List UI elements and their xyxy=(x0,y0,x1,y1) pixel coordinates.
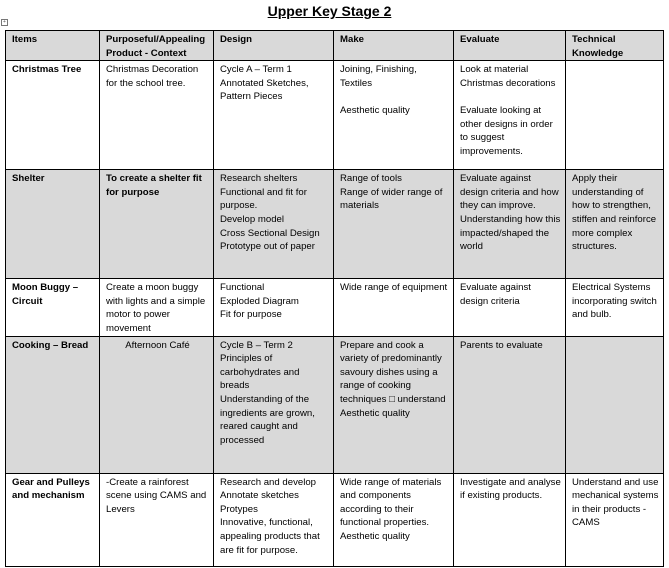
header-context: Purposeful/Appealing Product - Context xyxy=(100,31,214,61)
table-row xyxy=(6,61,664,170)
cell-text: Afternoon Café xyxy=(125,339,190,351)
cell-text: Cycle A – Term 1 xyxy=(220,64,292,76)
cell-text: Exploded Diagram xyxy=(220,295,299,307)
make-cell xyxy=(334,61,454,170)
cell-text: Parents to evaluate xyxy=(460,339,543,351)
cell-text: Annotate sketches xyxy=(220,490,299,502)
cell-text: Functional and fit for purpose. xyxy=(220,186,307,212)
cell-text: Understanding of the ingredients are grown, reared caught and processed xyxy=(220,393,315,446)
cell-text: Cycle B – Term 2 xyxy=(220,339,293,351)
cell-text: Aesthetic quality xyxy=(340,530,410,542)
cell-text: Functional xyxy=(220,282,265,294)
make-cell xyxy=(334,170,454,279)
table-row xyxy=(6,473,664,566)
cell-text: Research and develop xyxy=(220,476,317,488)
evaluate-cell xyxy=(454,279,566,336)
cell-text: Prototype out of paper xyxy=(220,241,315,253)
context-cell xyxy=(100,61,214,170)
item-cell: Christmas Tree xyxy=(6,61,100,170)
item-cell: Cooking – Bread xyxy=(6,336,100,473)
cell-text: Look at material Christmas decorations xyxy=(460,64,556,89)
cell-text: Protypes xyxy=(220,503,258,515)
evaluate-cell xyxy=(454,336,566,473)
spacer xyxy=(460,90,561,104)
cell-text: -Create a rainforest scene using CAMS and Levers xyxy=(106,476,207,515)
design-cell xyxy=(214,336,334,473)
cell-text: Annotated Sketches, xyxy=(220,77,309,89)
table-row xyxy=(6,170,664,279)
evaluate-cell xyxy=(454,170,566,279)
cell-text: Investigate and analyse if existing products. xyxy=(460,476,561,502)
cell-text: Understanding how this impacted/shaped the world xyxy=(460,213,561,253)
cell-text: Wide range of equipment xyxy=(340,282,448,294)
item-cell: Gear and Pulleys and mechanism xyxy=(6,473,100,566)
cell-text: Cross Sectional Design xyxy=(220,227,320,239)
cell-text: Aesthetic quality xyxy=(340,407,410,419)
context-cell xyxy=(100,336,214,473)
design-cell xyxy=(214,61,334,170)
header-evaluate: Evaluate xyxy=(454,31,566,61)
curriculum-table xyxy=(5,30,664,567)
table-row xyxy=(6,336,664,473)
cell-text: Aesthetic quality xyxy=(340,104,410,116)
table-header-row xyxy=(6,31,664,61)
cell-text: Christmas Decoration for the school tree. xyxy=(106,64,199,89)
cell-text: Evaluate against design criteria xyxy=(460,282,531,307)
cell-text: Range of tools xyxy=(340,173,402,185)
design-cell xyxy=(214,279,334,336)
header-design: Design xyxy=(214,31,334,61)
cell-text: Understand and use mechanical systems in their products - CAMS xyxy=(572,476,659,529)
header-items: Items xyxy=(6,31,100,61)
cell-text: Joining, Finishing, Textiles xyxy=(340,64,417,89)
cell-text: Range of wider range of materials xyxy=(340,186,443,212)
evaluate-cell xyxy=(454,473,566,566)
item-cell: Moon Buggy – Circuit xyxy=(6,279,100,336)
technical-cell xyxy=(566,61,664,170)
cell-text: Develop model xyxy=(220,213,284,225)
cell-text: Principles of carbohydrates and breads xyxy=(220,353,300,392)
page-title: Upper Key Stage 2 xyxy=(267,3,392,19)
cell-text: Evaluate against design criteria and how they can improve. xyxy=(460,173,559,212)
make-cell xyxy=(334,279,454,336)
technical-cell xyxy=(566,279,664,336)
cell-text: Pattern Pieces xyxy=(220,91,283,103)
context-cell xyxy=(100,170,214,279)
design-cell xyxy=(214,473,334,566)
table-row xyxy=(6,279,664,336)
item-cell: Shelter xyxy=(6,170,100,279)
cell-text: Fit for purpose xyxy=(220,309,282,321)
cell-text: Wide range of materials and components according to their functional properties. xyxy=(340,476,442,529)
cell-text: Electrical Systems incorporating switch and bulb. xyxy=(572,282,657,321)
cell-text: Research shelters xyxy=(220,173,298,185)
design-cell xyxy=(214,170,334,279)
cell-text: Evaluate looking at other designs in order to suggest improvements. xyxy=(460,104,553,157)
header-technical: Technical Knowledge xyxy=(566,31,664,61)
make-cell xyxy=(334,336,454,473)
header-make: Make xyxy=(334,31,454,61)
cell-text: To create a shelter fit for purpose xyxy=(106,173,202,198)
context-cell xyxy=(100,473,214,566)
cell-text: Create a moon buggy with lights and a simple motor to power movement xyxy=(106,282,206,334)
technical-cell xyxy=(566,170,664,279)
technical-cell xyxy=(566,473,664,566)
technical-cell xyxy=(566,336,664,473)
cell-text: Prepare and cook a variety of predominantly savoury dishes using a range of cooking techniques □ understand xyxy=(340,339,446,405)
context-cell xyxy=(100,279,214,336)
cell-text: Apply their understanding of how to strengthen, stiffen and reinforce more complex structures. xyxy=(572,173,657,253)
table-anchor-icon: + xyxy=(1,19,8,26)
cell-text: Innovative, functional, appealing products that are fit for purpose. xyxy=(220,517,320,556)
evaluate-cell xyxy=(454,61,566,170)
make-cell xyxy=(334,473,454,566)
spacer xyxy=(340,90,449,104)
